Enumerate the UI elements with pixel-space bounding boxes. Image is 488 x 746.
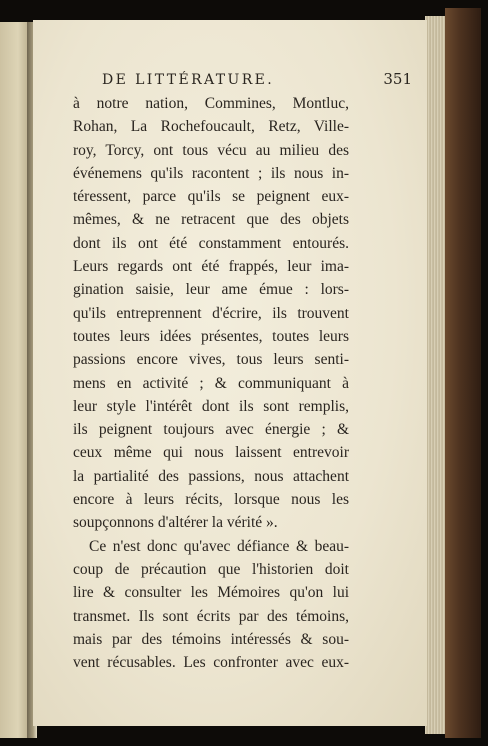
text-line: mêmes, & ne retracent que des objets xyxy=(73,211,349,229)
text-line: Rohan, La Rochefoucault, Retz, Ville- xyxy=(73,118,349,136)
text-line: qu'ils entreprennent d'écrire, ils trouvent xyxy=(73,304,349,322)
running-head-title: DE LITTÉRATURE. xyxy=(102,72,275,88)
text-line: passions encore vives, tous leurs senti- xyxy=(73,351,349,369)
text-line: à notre nation, Commines, Montluc, xyxy=(73,95,349,112)
text-line: toutes leurs idées présentes, toutes leurs xyxy=(73,327,349,345)
left-page-edge xyxy=(0,22,30,738)
body-text xyxy=(73,92,349,674)
text-line: encore à leurs récits, lorsque nous les xyxy=(73,491,349,509)
text-line: coup de précaution que l'historien doit xyxy=(73,560,349,578)
text-line: mens en activité ; & communiquant à xyxy=(73,374,349,392)
text-line: événemens qu'ils racontent ; ils nous in- xyxy=(73,164,349,182)
text-line: gination saisie, leur ame émue : lors- xyxy=(73,281,349,299)
page-number: 351 xyxy=(383,70,412,88)
text-line: lire & consulter les Mémoires qu'on lui xyxy=(73,584,349,602)
text-line: vent récusables. Les confronter avec eux- xyxy=(73,654,349,672)
text-line: téressent, parce qu'ils se peignent eux- xyxy=(73,188,349,206)
text-line: la partialité des passions, nous attachent xyxy=(73,467,349,485)
text-line: roy, Torcy, ont tous vécu au milieu des xyxy=(73,141,349,159)
text-line: ils peignent toujours avec énergie ; & xyxy=(73,421,349,439)
running-head xyxy=(40,72,412,92)
page-block-edges xyxy=(425,16,447,734)
text-line: Ce n'est donc qu'avec défiance & beau- xyxy=(89,537,349,555)
text-line: Leurs regards ont été frappés, leur ima- xyxy=(73,258,349,276)
text-line: dont ils ont été constamment entourés. xyxy=(73,234,349,252)
text-line: ceux même qui nous laissent entrevoir xyxy=(73,444,349,462)
text-line: soupçonnons d'altérer la vérité ». xyxy=(73,514,278,532)
book-cover xyxy=(445,8,481,738)
text-line: leur style l'intérêt dont ils sont remplis, xyxy=(73,397,349,415)
text-line: mais par des témoins intéressés & sou- xyxy=(73,630,349,648)
text-line: transmet. Ils sont écrits par des témoins, xyxy=(73,607,349,625)
